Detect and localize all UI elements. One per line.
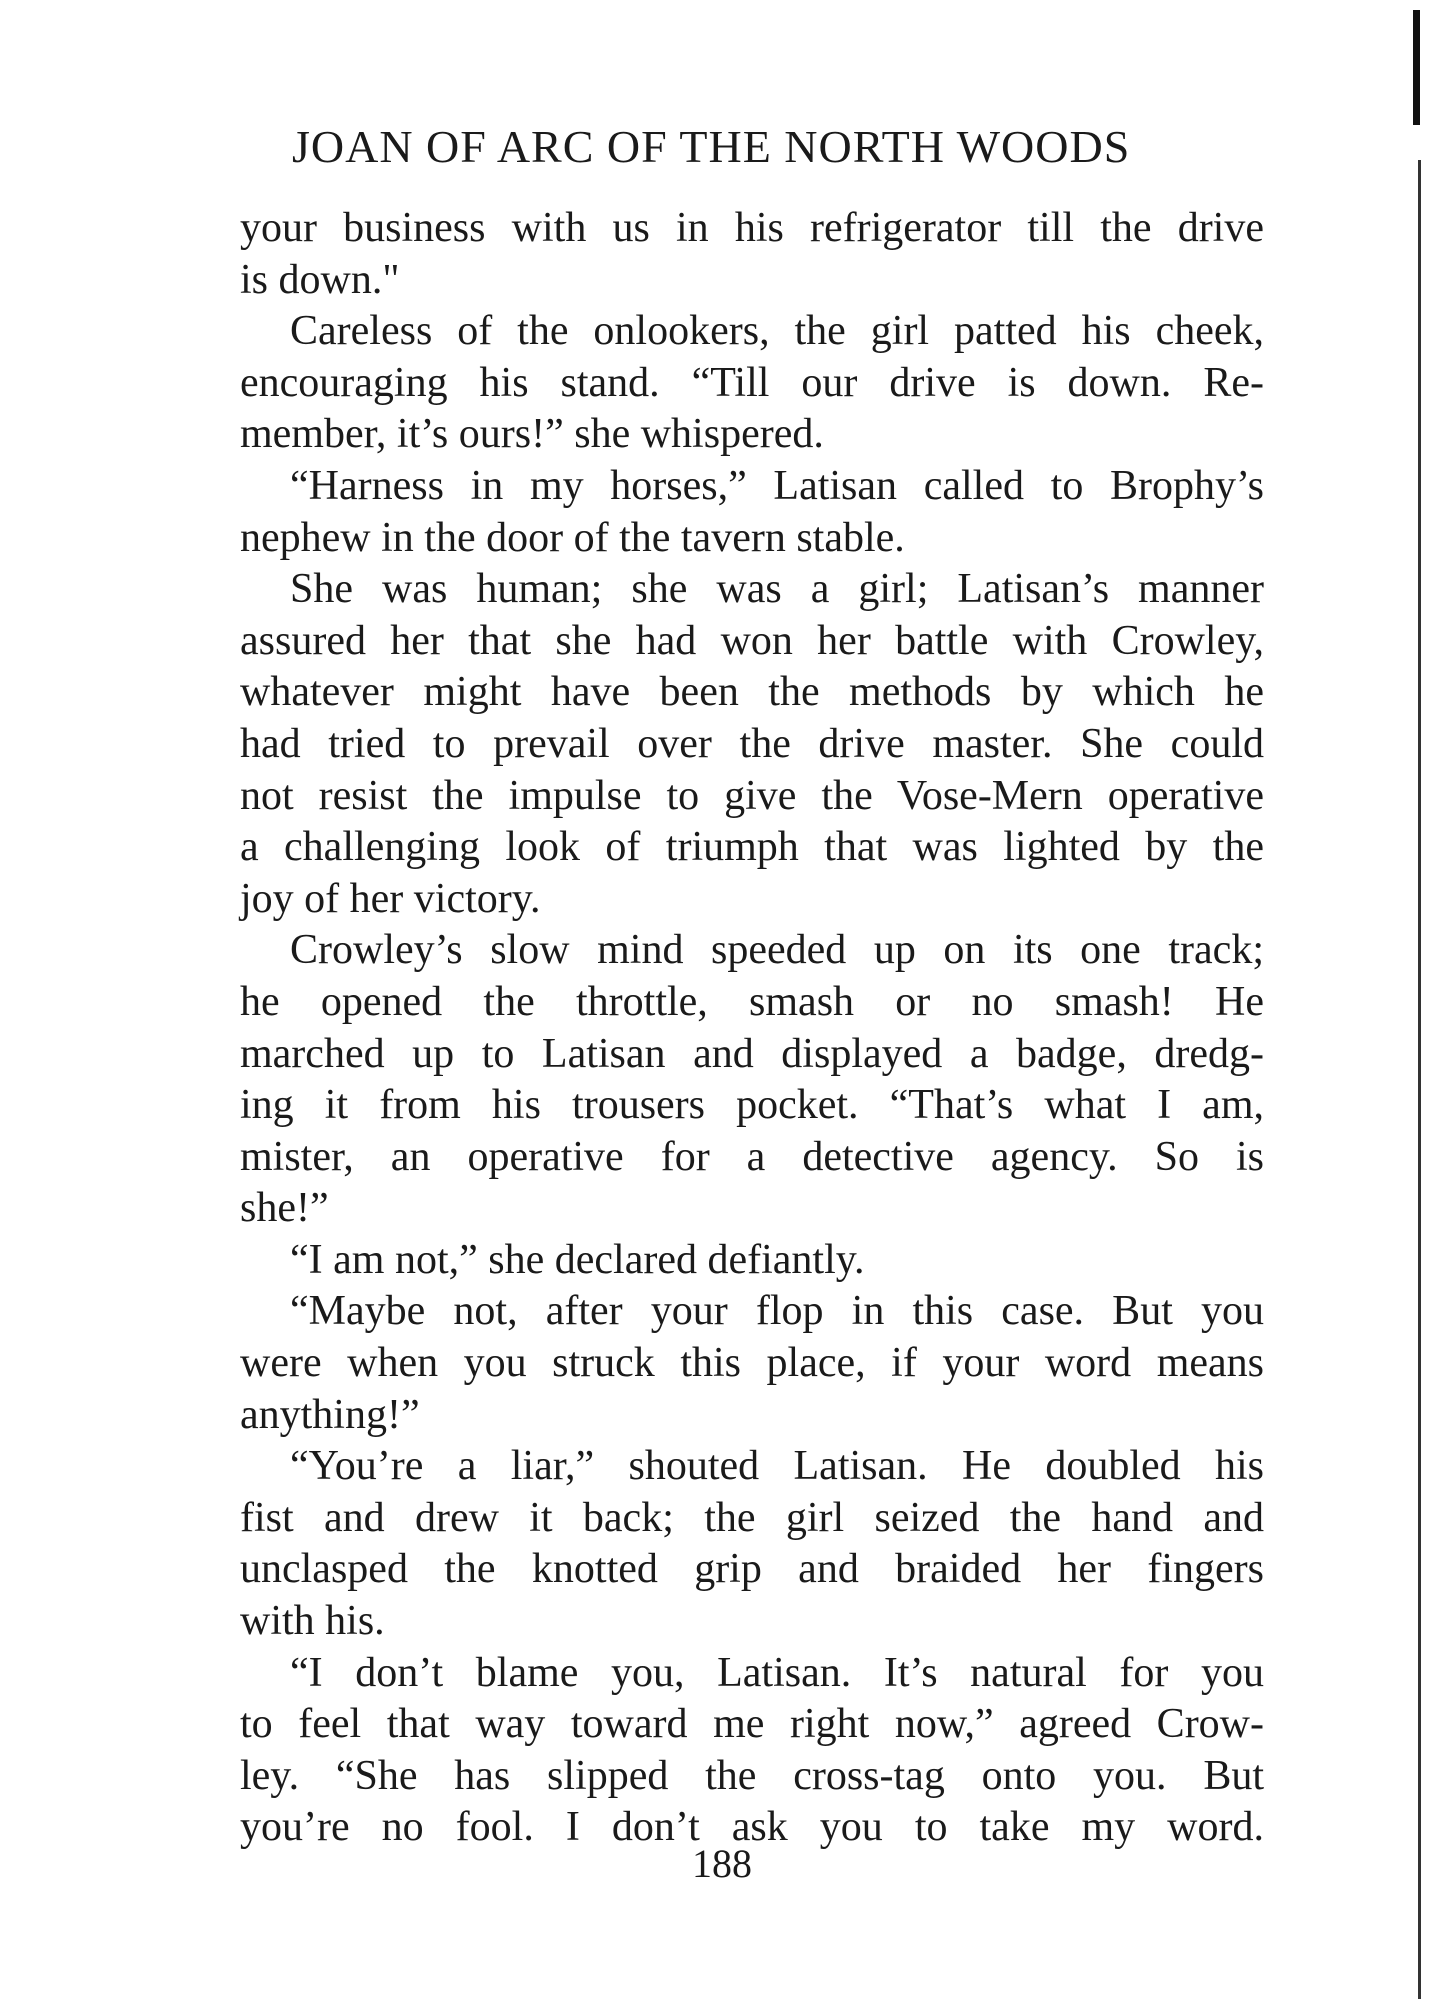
body-text bbox=[240, 203, 1264, 1854]
text-line: encouraging his stand. “Till our drive is down. Re- bbox=[240, 359, 1264, 406]
text-line: ley. “She has slipped the cross-tag onto you. But bbox=[240, 1752, 1264, 1799]
text-line: your business with us in his refrigerator till the drive bbox=[240, 205, 1264, 251]
text-line: not resist the impulse to give the Vose-Mern operative bbox=[240, 772, 1264, 819]
page-edge-line bbox=[1418, 160, 1421, 1999]
running-header: JOAN OF ARC OF THE NORTH WOODS bbox=[292, 121, 1131, 172]
page-number: 188 bbox=[692, 1841, 752, 1886]
text-line: he opened the throttle, smash or no smash! He bbox=[240, 978, 1264, 1025]
text-line: “Maybe not, after your flop in this case. But you bbox=[290, 1288, 1264, 1335]
text-line: she!” bbox=[240, 1185, 329, 1232]
text-line: anything!” bbox=[240, 1391, 420, 1438]
text-line: member, it’s ours!” she whispered. bbox=[240, 411, 824, 458]
text-line: “You’re a liar,” shouted Latisan. He doubled his bbox=[290, 1443, 1264, 1490]
text-line: with his. bbox=[240, 1598, 385, 1645]
text-line: “I am not,” she declared defiantly. bbox=[290, 1236, 865, 1283]
text-line: is down." bbox=[240, 256, 400, 303]
page-edge-shadow bbox=[1413, 10, 1420, 125]
text-line: Careless of the onlookers, the girl patted his cheek, bbox=[290, 308, 1264, 355]
text-line: assured her that she had won her battle with Crowley, bbox=[240, 617, 1264, 664]
text-line: ing it from his trousers pocket. “That’s what I am, bbox=[240, 1082, 1264, 1129]
text-line: to feel that way toward me right now,” agreed Crow- bbox=[240, 1701, 1264, 1748]
text-line: a challenging look of triumph that was lighted by the bbox=[240, 824, 1264, 871]
text-line: “Harness in my horses,” Latisan called to Brophy’s bbox=[290, 462, 1264, 509]
text-line: marched up to Latisan and displayed a badge, dredg- bbox=[240, 1030, 1264, 1077]
text-line: you’re no fool. I don’t ask you to take my word. bbox=[240, 1804, 1264, 1851]
text-line: whatever might have been the methods by which he bbox=[240, 669, 1264, 716]
text-line: mister, an operative for a detective agency. So is bbox=[240, 1133, 1264, 1180]
text-line: joy of her victory. bbox=[240, 875, 541, 922]
text-line: unclasped the knotted grip and braided her fingers bbox=[240, 1546, 1264, 1593]
text-line: had tried to prevail over the drive master. She could bbox=[240, 720, 1264, 767]
text-line: Crowley’s slow mind speeded up on its one track; bbox=[290, 927, 1264, 974]
text-line: nephew in the door of the tavern stable. bbox=[240, 514, 905, 561]
text-line: fist and drew it back; the girl seized the hand and bbox=[240, 1494, 1264, 1541]
text-line: “I don’t blame you, Latisan. It’s natural for you bbox=[290, 1649, 1264, 1696]
text-line: were when you struck this place, if your word means bbox=[240, 1340, 1264, 1387]
text-line: She was human; she was a girl; Latisan’s manner bbox=[290, 566, 1264, 613]
